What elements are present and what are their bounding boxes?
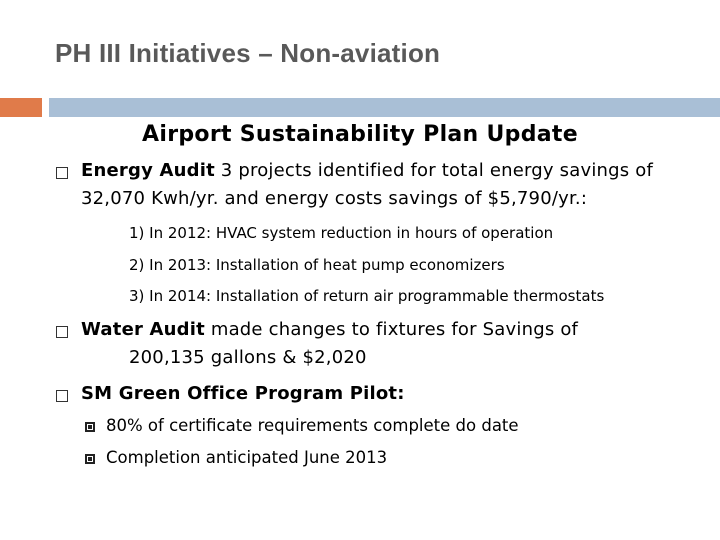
square-bullet-icon	[56, 390, 68, 402]
water-audit-label: Water Audit	[81, 319, 205, 340]
water-audit-text2: 200,135 gallons & $2,020	[129, 347, 367, 368]
energy-item-2: 2) In 2013: Installation of heat pump economizers	[129, 256, 505, 274]
accent-bar-blue	[49, 98, 720, 117]
filled-square-bullet-icon	[85, 454, 95, 464]
energy-item-1: 1) In 2012: HVAC system reduction in hours of operation	[129, 224, 554, 242]
square-bullet-icon	[56, 167, 68, 179]
energy-audit-label: Energy Audit	[81, 160, 215, 181]
square-bullet-icon	[56, 326, 68, 338]
slide-subtitle: Airport Sustainability Plan Update	[142, 122, 578, 147]
slide-title: PH III Initiatives – Non-aviation	[55, 38, 441, 68]
energy-audit-text2: 32,070 Kwh/yr. and energy costs savings of $5,790/yr.:	[81, 188, 588, 209]
water-audit-text1: made changes to fixtures for Savings of	[204, 319, 579, 340]
filled-square-bullet-icon	[85, 422, 95, 432]
green-office-item-1: 80% of certificate requirements complete do date	[106, 416, 519, 435]
green-office-item-2: Completion anticipated June 2013	[106, 448, 388, 467]
energy-item-3: 3) In 2014: Installation of return air programmable thermostats	[129, 287, 605, 305]
energy-audit-text1: 3 projects identified for total energy savings of	[214, 160, 654, 181]
green-office-label: SM Green Office Program Pilot:	[81, 383, 405, 404]
accent-bar-orange	[0, 98, 42, 117]
water-audit-line1	[81, 319, 578, 340]
energy-audit-line1	[81, 160, 653, 181]
